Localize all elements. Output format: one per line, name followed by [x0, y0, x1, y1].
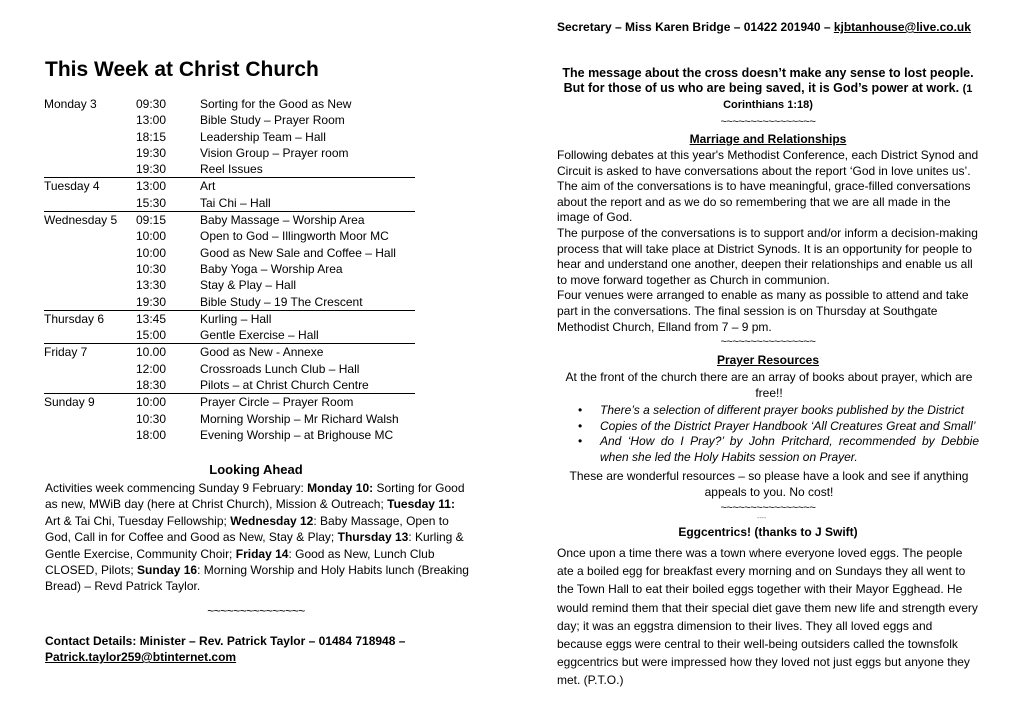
schedule-row	[44, 427, 415, 443]
activity: Open to God – Illingworth Moor MC	[200, 229, 389, 244]
activity: Kurling – Hall	[200, 311, 272, 326]
day-label: Thursday 6	[44, 311, 105, 326]
activity: Prayer Circle – Prayer Room	[200, 395, 354, 410]
time: 18:00	[136, 427, 167, 442]
schedule-row	[44, 277, 415, 293]
day-label: Wednesday 12	[230, 513, 314, 528]
schedule-row	[44, 228, 415, 244]
day-label: Wednesday 5	[44, 213, 118, 228]
prayer-resources-list	[574, 403, 979, 465]
eggcentrics-heading: Eggcentrics! (thanks to J Swift)	[678, 525, 858, 539]
schedule-row	[44, 161, 415, 177]
time: 15:00	[136, 328, 167, 343]
schedule-row	[44, 294, 415, 310]
schedule-row	[44, 377, 415, 393]
day-activities: Art & Tai Chi, Tuesday Fellowship;	[45, 513, 231, 528]
day-activities: : Morning Worship and Holy Habits lunch (Breaking Bread) – Revd Patrick Taylor.	[45, 563, 469, 594]
day-activities: : Good as New, Lunch Club CLOSED, Pilots;	[45, 546, 435, 578]
activity: Evening Worship – at Brighouse MC	[200, 427, 394, 442]
activity: Morning Worship – Mr Richard Walsh	[200, 411, 399, 426]
schedule-day	[44, 311, 415, 345]
activity: Vision Group – Prayer room	[200, 145, 349, 160]
schedule-row	[44, 195, 415, 211]
divider: ~~~~~~~~~~~~~~~~	[720, 116, 816, 128]
time: 12:00	[136, 361, 167, 376]
time: 13:00	[136, 113, 167, 128]
day-label	[44, 361, 136, 377]
schedule-day	[44, 212, 415, 311]
day-label: Friday 14	[235, 546, 289, 561]
time: 10:00	[136, 229, 167, 244]
day-activities: Sorting for Good as new, MWiB day (here at Christ Church), Mission & Outreach;	[45, 481, 465, 512]
day-label	[44, 145, 136, 161]
day-label	[44, 261, 136, 277]
schedule-row	[44, 112, 415, 128]
looking-ahead-text	[45, 480, 469, 595]
activity: Baby Yoga – Worship Area	[200, 261, 343, 276]
schedule-row	[44, 411, 415, 427]
schedule-row	[44, 245, 415, 261]
day-label	[44, 377, 136, 393]
page-title: This Week at Christ Church	[45, 58, 319, 81]
activity: Reel Issues	[200, 162, 263, 177]
activity: Gentle Exercise – Hall	[200, 328, 319, 343]
day-label: Tuesday 11:	[387, 497, 455, 512]
time: 10:00	[136, 395, 167, 410]
time: 19:30	[136, 162, 167, 177]
activity: Leadership Team – Hall	[200, 129, 326, 144]
schedule-day	[44, 394, 415, 443]
looking-ahead-heading: Looking Ahead	[209, 462, 303, 477]
day-label	[44, 427, 136, 443]
weekly-schedule	[44, 96, 415, 443]
time: 10:30	[136, 261, 167, 276]
day-activities: : Kurling & Gentle Exercise, Community Choir;	[45, 530, 464, 561]
activity: Crossroads Lunch Club – Hall	[200, 361, 360, 376]
day-label	[44, 129, 136, 145]
paragraph: The purpose of the conversations is to support and/or inform a decision-making process that will take place at District Synods. It is an opportunity for people to hear and understand one another, deepen their relationships and enable us all to move forward together as Church in communion.	[557, 225, 978, 287]
prayer-outro: These are wonderful resources – so please have a look and see if anything appeals to you. No cost!	[569, 469, 969, 499]
activity: Good as New Sale and Coffee – Hall	[200, 245, 396, 260]
activity: Sorting for the Good as New	[200, 97, 352, 111]
time: 13:45	[136, 311, 167, 326]
activity: Baby Massage – Worship Area	[200, 213, 365, 228]
time: 10:00	[136, 245, 167, 260]
day-label	[44, 245, 136, 261]
schedule-row	[44, 212, 415, 228]
schedule-row	[44, 344, 415, 360]
time: 13:00	[136, 179, 167, 194]
paragraph: Following debates at this year's Methodist Conference, each District Synod and Circuit is asked to have conversations about the report ‘God in love unites us’. The aim of the conversations is to have meaningful, grace-filled conversations about the report and as we do so remembering that we are all made in the image of God.	[557, 148, 979, 225]
day-label	[44, 195, 136, 211]
time: 18:15	[136, 129, 167, 144]
quote-text: The message about the cross doesn’t make any sense to lost people. But for those of us who are being saved, it is God’s power at work.	[562, 66, 974, 95]
schedule-row	[44, 178, 415, 194]
schedule-day	[44, 344, 415, 394]
activity: Stay & Play – Hall	[200, 278, 297, 293]
time: 10:30	[136, 411, 167, 426]
schedule-row	[44, 96, 415, 112]
day-label	[44, 161, 136, 177]
day-label: Thursday 13	[337, 530, 409, 545]
schedule-row	[44, 327, 415, 343]
day-label	[44, 228, 136, 244]
day-label: Tuesday 4	[44, 179, 100, 194]
prayer-heading: Prayer Resources	[716, 353, 820, 367]
activity: Tai Chi – Hall	[200, 195, 271, 210]
time: 10.00	[136, 345, 167, 360]
schedule-row	[44, 394, 415, 410]
secretary-text: Secretary – Miss Karen Bridge – 01422 201940 –	[557, 20, 834, 34]
time: 18:30	[136, 378, 167, 393]
time: 09:30	[136, 97, 167, 111]
time: 19:30	[136, 294, 167, 309]
looking-ahead-intro: Activities week commencing Sunday 9 February:	[45, 481, 308, 495]
minister-email-link[interactable]: Patrick.taylor259@btinternet.com	[45, 650, 237, 665]
eggcentrics-story: Once upon a time there was a town where everyone loved eggs. The people ate a boiled egg for breakfast every morning and on Sundays they all went to the Town Hall to eat their boiled eggs together with their Mayor Egghead. He would remind them that their special diet gave them new life and strength every day; it was an eggstra dimension to their lives. They all loved eggs and because eggs were central to their well-being outsiders called the townsfolk eggcentrics but were impressed how they loved not just eggs but anyone they met. (P.T.O.)	[557, 546, 978, 688]
activity: Art	[200, 179, 216, 194]
marriage-heading: Marriage and Relationships	[689, 132, 847, 146]
day-label	[44, 112, 136, 128]
list-item: • And ‘How do I Pray?’ by John Pritchard, recommended by Debbie when she led the Holy Habits session on Prayer.	[578, 434, 979, 464]
divider: ~~~~~~~~~~~~~~~	[207, 604, 305, 618]
day-label: Sunday 9	[44, 395, 95, 410]
schedule-row	[44, 261, 415, 277]
secretary-line	[557, 20, 971, 34]
time: 13:30	[136, 278, 167, 293]
divider: ~~~~~~~~~~~~~~~~	[720, 502, 816, 514]
quote-reference: (1 Corinthians 1:18)	[723, 83, 973, 111]
schedule-row	[44, 129, 415, 145]
time: 15:30	[136, 195, 167, 210]
contact-details	[45, 633, 469, 665]
day-label: Monday 10:	[307, 481, 374, 495]
time: 09:15	[136, 213, 167, 228]
time: 19:30	[136, 145, 167, 160]
list-item: • Copies of the District Prayer Handbook ‘All Creatures Great and Small’	[578, 418, 976, 433]
activity: Bible Study – Prayer Room	[200, 113, 345, 128]
bible-quote	[557, 66, 979, 113]
day-label: Monday 3	[44, 97, 97, 111]
activity: Pilots – at Christ Church Centre	[200, 378, 369, 393]
secretary-email-link[interactable]: kjbtanhouse@live.co.uk	[833, 20, 971, 34]
schedule-row	[44, 311, 415, 327]
paragraph: Four venues were arranged to enable as many as possible to attend and take part in the conversations. The final session is on Thursday at Southgate Methodist Church, Elland from 7 – 9 pm.	[557, 288, 969, 334]
schedule-day	[44, 178, 415, 212]
marriage-text	[557, 148, 981, 335]
divider: ~~~~~~~~~~~~~~~~	[720, 336, 816, 348]
schedule-row	[44, 361, 415, 377]
schedule-day	[44, 96, 415, 178]
day-label	[44, 294, 136, 310]
activity: Bible Study – 19 The Crescent	[200, 294, 363, 309]
activity: Good as New - Annexe	[200, 345, 324, 360]
day-label	[44, 411, 136, 427]
day-label: Sunday 16	[137, 563, 198, 578]
day-label	[44, 277, 136, 293]
list-item: • There’s a selection of different prayer books published by the District	[578, 403, 964, 417]
contact-text: Contact Details: Minister – Rev. Patrick Taylor – 01484 718948 –	[45, 634, 406, 648]
day-activities: : Baby Massage, Open to God, Call in for Coffee and Good as New, Stay & Play;	[45, 513, 449, 545]
day-label: Friday 7	[44, 345, 88, 360]
schedule-row	[44, 145, 415, 161]
small-mark: ----	[757, 515, 767, 522]
day-label	[44, 327, 136, 343]
prayer-intro: At the front of the church there are an array of books about prayer, which are free!!	[565, 370, 973, 400]
